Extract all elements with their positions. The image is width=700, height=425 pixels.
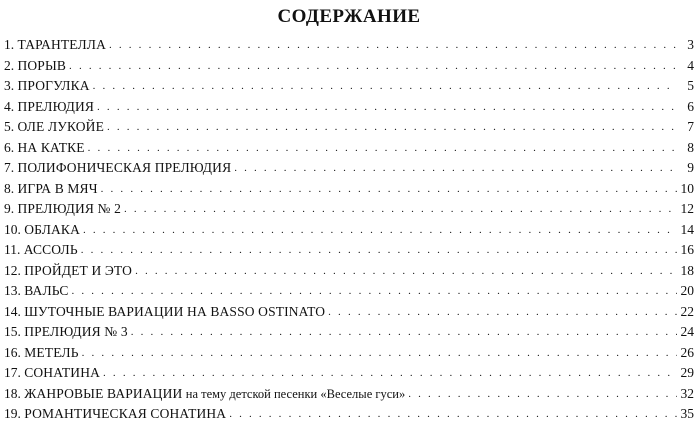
toc-entry: [4, 363, 694, 384]
toc-entry-page-number: 8: [687, 139, 694, 155]
dot-leader: [408, 384, 677, 405]
toc-entry-title: ПРЕЛЮДИЯ: [17, 98, 95, 114]
toc-entry-title: ПРЕЛЮДИЯ № 3: [24, 324, 128, 339]
toc-list: [4, 35, 694, 425]
toc-entry-number: 16.: [4, 344, 21, 360]
toc-entry-title: АССОЛЬ: [23, 242, 78, 257]
dot-leader: [81, 240, 677, 261]
dot-leader: [107, 117, 677, 138]
toc-entry-page-number: 18: [680, 262, 694, 278]
toc-entry-title: ПРОГУЛКА: [17, 78, 90, 93]
toc-entry-number: 10.: [4, 221, 21, 237]
toc-entry: [4, 138, 694, 159]
toc-entry-title: ШУТОЧНЫЕ ВАРИАЦИИ НА BASSO OSTINATO: [24, 303, 326, 319]
toc-entry-title: ЖАНРОВЫЕ ВАРИАЦИИ: [24, 385, 183, 401]
toc-entry-number: 13.: [4, 283, 21, 298]
toc-entry-number: 3.: [4, 78, 15, 93]
toc-entry-text: [4, 343, 79, 364]
dot-leader: [135, 261, 677, 282]
toc-entry-page-number: 10: [680, 180, 694, 196]
toc-entry-number: 15.: [4, 324, 21, 339]
toc-entry-text: [4, 56, 66, 77]
toc-entry-page-number: 12: [680, 201, 694, 216]
dot-leader: [93, 76, 677, 97]
toc-entry-page-number: 22: [680, 303, 694, 319]
toc-entry: [4, 56, 694, 77]
toc-entry: [4, 261, 694, 282]
toc-entry-number: 6.: [4, 139, 15, 155]
toc-entry-number: 18.: [4, 385, 21, 401]
toc-entry-title: ИГРА В МЯЧ: [17, 180, 98, 196]
dot-leader: [109, 35, 677, 56]
toc-entry-text: [4, 220, 80, 241]
toc-entry: [4, 343, 694, 364]
toc-entry-title: СОНАТИНА: [24, 365, 101, 380]
toc-entry-title: ПРЕЛЮДИЯ № 2: [17, 201, 121, 216]
toc-entry-page-number: 14: [680, 221, 694, 237]
toc-entry-text: [4, 384, 405, 405]
toc-entry-title: ПОРЫВ: [17, 57, 67, 73]
dot-leader: [124, 199, 677, 220]
toc-entry: [4, 281, 694, 302]
toc-entry: [4, 302, 694, 323]
toc-entry: [4, 322, 694, 343]
toc-entry-title: ТАРАНТЕЛЛА: [17, 37, 106, 52]
toc-entry-text: [4, 281, 68, 302]
dot-leader: [131, 322, 677, 343]
toc-entry-title: НА КАТКЕ: [17, 139, 85, 155]
toc-entry-title: МЕТЕЛЬ: [24, 344, 79, 360]
toc-entry: [4, 97, 694, 118]
dot-leader: [234, 158, 677, 179]
toc-entry-text: [4, 76, 90, 97]
toc-entry: [4, 76, 694, 97]
toc-entry-page-number: 4: [687, 57, 694, 73]
toc-entry-number: 8.: [4, 180, 15, 196]
toc-entry: [4, 404, 694, 425]
dot-leader: [97, 97, 677, 118]
toc-entry-number: 11.: [4, 242, 21, 257]
toc-entry-title: РОМАНТИЧЕСКАЯ СОНАТИНА: [24, 406, 227, 421]
toc-entry-page-number: 24: [680, 324, 694, 339]
toc-entry-page-number: 20: [680, 283, 694, 298]
toc-entry-page-number: 26: [680, 344, 694, 360]
toc-page: [0, 2, 700, 421]
toc-entry-text: [4, 179, 98, 200]
toc-entry-text: [4, 404, 226, 425]
toc-entry-text: [4, 35, 106, 56]
toc-entry-title: ОБЛАКА: [24, 221, 80, 237]
dot-leader: [82, 343, 677, 364]
toc-entry-page-number: 3: [687, 37, 694, 52]
toc-entry: [4, 158, 694, 179]
toc-entry-number: 1.: [4, 37, 15, 52]
toc-entry-page-number: 5: [687, 78, 694, 93]
toc-entry: [4, 240, 694, 261]
toc-entry-title: ПРОЙДЕТ И ЭТО: [24, 262, 133, 278]
toc-entry-number: 5.: [4, 119, 15, 134]
toc-entry-number: 7.: [4, 160, 15, 175]
toc-entry-page-number: 16: [680, 242, 694, 257]
dot-leader: [101, 179, 677, 200]
toc-entry-page-number: 29: [680, 365, 694, 380]
toc-entry-number: 9.: [4, 201, 15, 216]
toc-entry-text: [4, 322, 128, 343]
toc-entry-title: ПОЛИФОНИЧЕСКАЯ ПРЕЛЮДИЯ: [17, 160, 232, 175]
dot-leader: [71, 281, 677, 302]
toc-entry-number: 14.: [4, 303, 21, 319]
toc-entry-number: 17.: [4, 365, 21, 380]
toc-entry-text: [4, 97, 94, 118]
dot-leader: [229, 404, 677, 425]
toc-entry-title: ОЛЕ ЛУКОЙЕ: [17, 119, 104, 134]
toc-entry-text: [4, 240, 78, 261]
toc-entry-text: [4, 199, 121, 220]
toc-entry-text: [4, 117, 104, 138]
dot-leader: [69, 56, 677, 77]
toc-entry-page-number: 9: [687, 160, 694, 175]
toc-entry-page-number: 6: [687, 98, 694, 114]
toc-entry: [4, 220, 694, 241]
toc-entry-number: 19.: [4, 406, 21, 421]
dot-leader: [103, 363, 677, 384]
toc-entry-subtitle: на тему детской песенки «Веселые гуси»: [185, 386, 406, 401]
toc-entry-text: [4, 261, 132, 282]
toc-entry: [4, 384, 694, 405]
toc-entry-page-number: 35: [680, 406, 694, 421]
page-title: СОДЕРЖАНИЕ: [277, 6, 421, 27]
toc-entry-title: ВАЛЬС: [24, 283, 69, 298]
dot-leader: [328, 302, 677, 323]
toc-entry-text: [4, 158, 231, 179]
toc-entry-number: 2.: [4, 57, 15, 73]
toc-entry-number: 12.: [4, 262, 21, 278]
dot-leader: [83, 220, 677, 241]
toc-entry: [4, 117, 694, 138]
dot-leader: [88, 138, 677, 159]
toc-entry: [4, 179, 694, 200]
toc-entry: [4, 199, 694, 220]
toc-entry-text: [4, 302, 325, 323]
toc-entry-page-number: 32: [680, 385, 694, 401]
toc-entry-text: [4, 138, 85, 159]
toc-entry-text: [4, 363, 100, 384]
toc-entry: [4, 35, 694, 56]
toc-entry-page-number: 7: [687, 119, 694, 134]
toc-entry-number: 4.: [4, 98, 15, 114]
